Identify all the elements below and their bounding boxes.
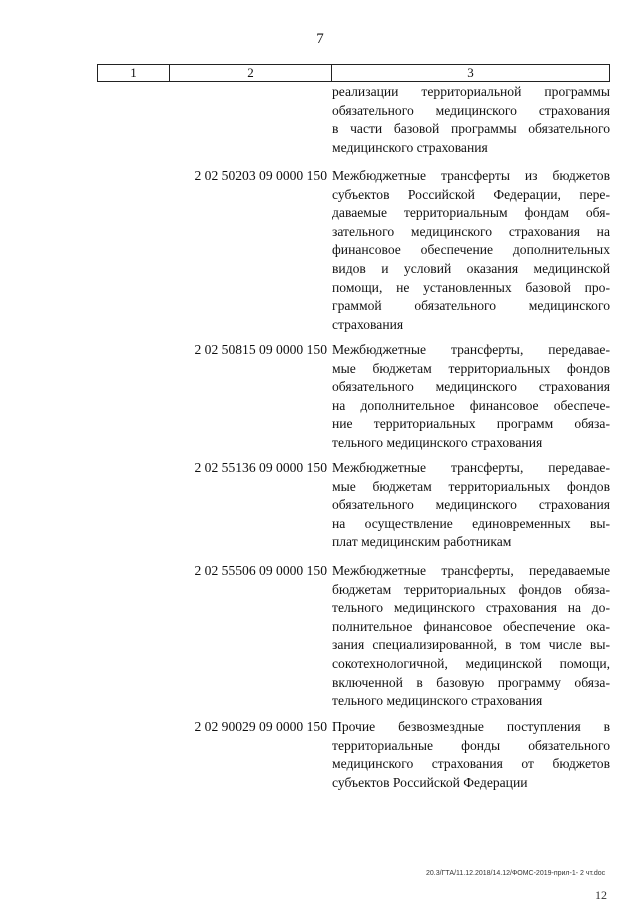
row-description: [332, 718, 610, 792]
budget-classification-code: 2 02 90029 09 0000 150: [194, 719, 327, 734]
row-description: [332, 459, 610, 552]
description-line: граммой обязательного медицинского: [332, 298, 610, 314]
column-header-3: 3: [467, 65, 474, 80]
description-line: на осуществление единовременных вы-: [332, 515, 610, 531]
description-line: субъектов Российской Федерации, пере-: [332, 186, 610, 202]
description-line: на дополнительное финансовое обеспече-: [332, 397, 610, 413]
sheet-number: 12: [595, 888, 607, 902]
description-line: зательного медицинского страхования на: [332, 223, 610, 239]
description-line: медицинского страхования: [332, 139, 488, 155]
description-line: тельного медицинского страхования на до-: [332, 600, 610, 616]
description-line: сокотехнологичной, медицинской помощи,: [332, 655, 610, 671]
description-line: Межбюджетные трансферты, передаваемые: [332, 563, 610, 578]
description-line: Межбюджетные трансферты, передавае-: [332, 460, 610, 475]
description-line: даваемые территориальным фондам обя-: [332, 205, 610, 221]
row-description: [332, 562, 610, 711]
description-line: видов и условий оказания медицинской: [332, 260, 610, 276]
budget-classification-code: 2 02 55136 09 0000 150: [194, 460, 327, 475]
description-line: ние территориальных программ обяза-: [332, 416, 610, 432]
column-header-1: 1: [98, 65, 170, 81]
description-line: включенной в базовую программу обяза-: [332, 674, 610, 690]
footer-file-reference: 20.3/ГТА/11.12.2018/14.12/ФОМС-2019-прил-1- 2 чт.doc: [426, 870, 606, 877]
row-description: [332, 167, 610, 334]
description-line: плат медицинским работникам: [332, 534, 512, 550]
column-header-row: [97, 64, 610, 82]
description-line: обязательного медицинского страхования: [332, 379, 610, 395]
description-line: помощи, не установленных базовой про-: [332, 279, 610, 295]
budget-classification-code: 2 02 50203 09 0000 150: [194, 168, 327, 183]
description-line: обязательного медицинского страхования: [332, 497, 610, 513]
description-line: страхования: [332, 316, 404, 332]
budget-classification-code: 2 02 55506 09 0000 150: [194, 563, 327, 578]
description-line: тельного медицинского страхования: [332, 693, 543, 709]
description-line: Межбюджетные трансферты из бюджетов: [332, 168, 610, 183]
column-header-2: 2: [170, 65, 332, 81]
description-line: субъектов Российской Федерации: [332, 774, 528, 790]
description-line: территориальные фонды обязательного: [332, 737, 610, 753]
description-line: медицинского страхования от бюджетов: [332, 756, 610, 772]
description-line: Прочие безвозмездные поступления в: [332, 719, 610, 734]
description-line: финансовое обеспечение дополнительных: [332, 242, 610, 258]
budget-classification-code: 2 02 50815 09 0000 150: [194, 342, 327, 357]
description-line: мые бюджетам территориальных фондов: [332, 478, 610, 494]
row-description: [332, 341, 610, 453]
description-line: обязательного медицинского страхования: [332, 102, 610, 118]
description-line: тельного медицинского страхования: [332, 434, 543, 450]
description-line: полнительное финансовое обеспечение ока-: [332, 618, 610, 634]
row-description: [332, 83, 610, 157]
description-line: зания специализированной, в том числе вы-: [332, 637, 610, 653]
description-line: мые бюджетам территориальных фондов: [332, 360, 610, 376]
page-number: 7: [316, 31, 324, 47]
description-line: реализации территориальной программы: [332, 84, 610, 99]
description-line: бюджетам территориальных фондов обяза-: [332, 581, 610, 597]
description-line: Межбюджетные трансферты, передавае-: [332, 342, 610, 357]
description-line: в части базовой программы обязательного: [332, 121, 610, 137]
